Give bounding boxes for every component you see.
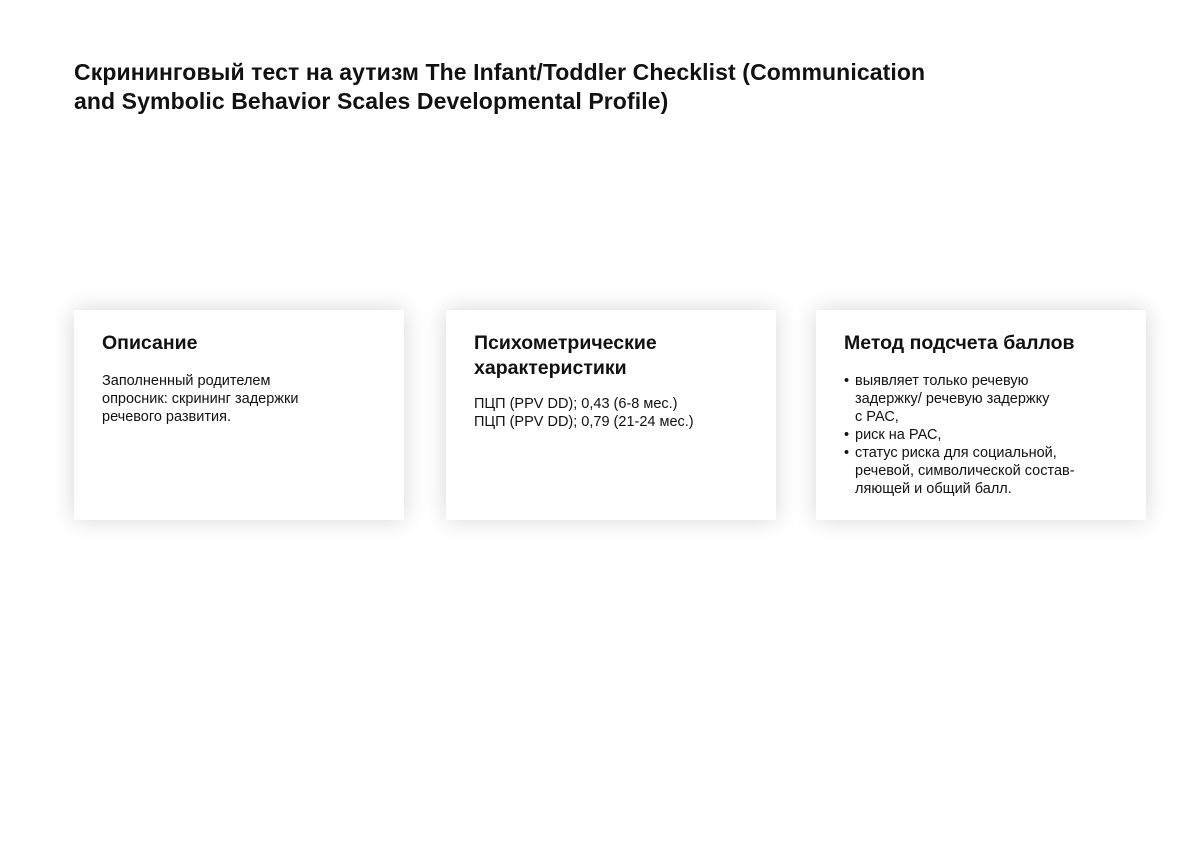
page-title-line-2: and Symbolic Behavior Scales Developmental Profile)	[74, 88, 669, 114]
scoring-method-heading-text: Метод подсчета баллов	[844, 332, 1075, 354]
bullet-icon: •	[844, 373, 850, 389]
page-title-line-1: Скрининговый тест на аутизм The Infant/Toddler Checklist (Communication	[74, 59, 926, 85]
list-item-line: статус риска для социальной,	[855, 445, 1057, 461]
description-line: речевого развития.	[102, 409, 231, 425]
description-line: опросник: скрининг задержки	[102, 391, 299, 407]
ppv-value-line: ПЦП (PPV DD); 0,43 (6-8 мес.)	[474, 396, 678, 412]
list-item-line: задержку/ речевую задержку	[855, 391, 1050, 407]
scoring-method-card	[816, 310, 1146, 520]
ppv-value-line: ПЦП (PPV DD); 0,79 (21-24 мес.)	[474, 414, 694, 430]
list-item-line: риск на РАС,	[855, 427, 942, 443]
scoring-method-list	[844, 372, 1122, 498]
description-line: Заполненный родителем	[102, 373, 271, 389]
list-item	[844, 444, 1122, 498]
list-item	[844, 372, 1122, 426]
description-card-heading	[102, 331, 380, 356]
psychometrics-heading-line-1: Психометрические	[474, 332, 657, 354]
list-item	[844, 426, 1122, 444]
page-title	[74, 58, 1014, 116]
bullet-icon: •	[844, 445, 850, 461]
description-heading-text: Описание	[102, 332, 198, 354]
psychometrics-heading-line-2: характеристики	[474, 357, 627, 379]
bullet-icon: •	[844, 427, 850, 443]
list-item-line: с РАС,	[855, 409, 899, 425]
list-item-line: ляющей и общий балл.	[855, 481, 1012, 497]
list-item-line: выявляет только речевую	[855, 373, 1029, 389]
scoring-method-card-heading	[844, 331, 1122, 356]
description-card	[74, 310, 404, 520]
description-card-text	[102, 372, 380, 426]
psychometrics-card-text	[474, 395, 752, 431]
psychometrics-card-heading	[474, 331, 752, 381]
psychometrics-card	[446, 310, 776, 520]
list-item-line: речевой, символической состав-	[855, 463, 1075, 479]
